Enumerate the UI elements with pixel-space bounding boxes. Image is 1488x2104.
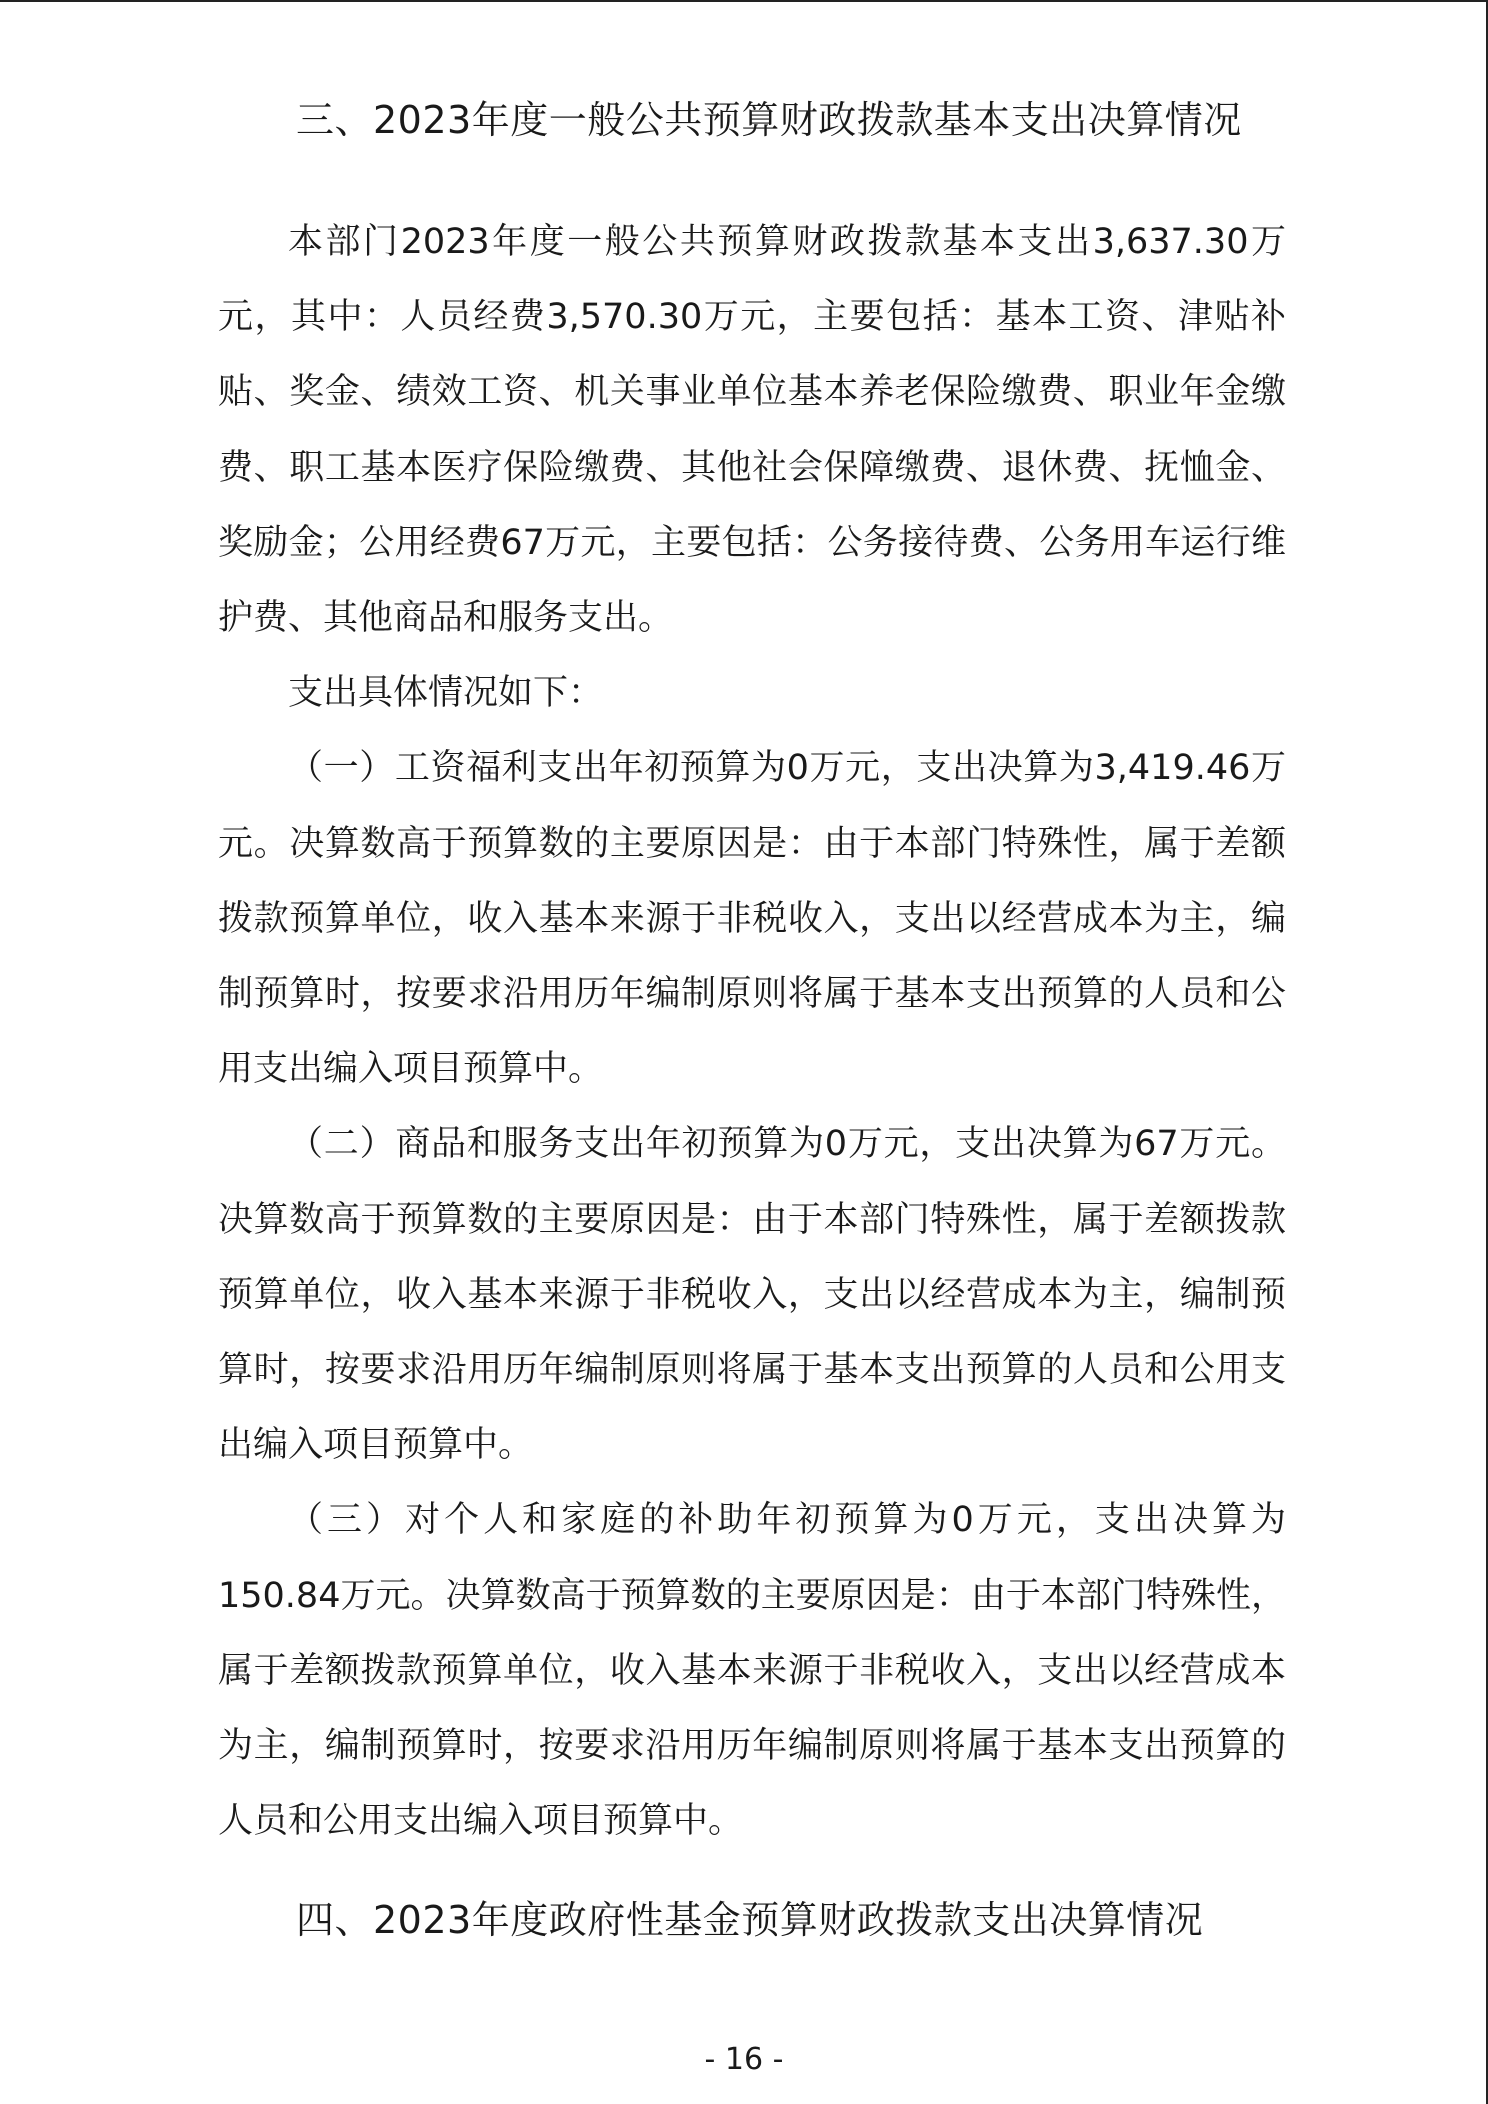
paragraph-item-3: （三）对个人和家庭的补助年初预算为0万元，支出决算为150.84万元。决算数高于预算数的主要原因是：由于本部门特殊性，属于差额拨款预算单位，收入基本来源于非税收入，支出以经营成本为主，编制预算时，按要求沿用历年编制原则将属于基本支出预算的人员和公用支出编入项目预算中。 bbox=[218, 1500, 1286, 1842]
paragraph-item-1: （一）工资福利支出年初预算为0万元，支出决算为3,419.46万元。决算数高于预算数的主要原因是：由于本部门特殊性，属于差额拨款预算单位，收入基本来源于非税收入，支出以经营成本为主，编制预算时，按要求沿用历年编制原则将属于基本支出预算的人员和公用支出编入项目预算中。 bbox=[218, 748, 1286, 1090]
page-border-top bbox=[0, 0, 1488, 2]
section-four-title: 四、2023年度政府性基金预算财政拨款支出决算情况 bbox=[296, 1898, 1204, 1942]
paragraph-summary: 本部门2023年度一般公共预算财政拨款基本支出3,637.30万元，其中：人员经费3,570.30万元，主要包括：基本工资、津贴补贴、奖金、绩效工资、机关事业单位基本养老保险缴费、职业年金缴费、职工基本医疗保险缴费、其他社会保障缴费、退休费、抚恤金、奖励金；公用经费67万元，主要包括：公务接待费、公务用车运行维护费、其他商品和服务支出。 bbox=[218, 222, 1286, 639]
paragraph-item-2: （二）商品和服务支出年初预算为0万元，支出决算为67万元。决算数高于预算数的主要原因是：由于本部门特殊性，属于差额拨款预算单位，收入基本来源于非税收入，支出以经营成本为主，编制预算时，按要求沿用历年编制原则将属于基本支出预算的人员和公用支出编入项目预算中。 bbox=[218, 1124, 1286, 1466]
section-three-body bbox=[218, 205, 1286, 1859]
section-three-title: 三、2023年度一般公共预算财政拨款基本支出决算情况 bbox=[296, 98, 1242, 142]
page-number: - 16 - bbox=[704, 2042, 784, 2077]
paragraph-intro: 支出具体情况如下： bbox=[288, 673, 604, 714]
